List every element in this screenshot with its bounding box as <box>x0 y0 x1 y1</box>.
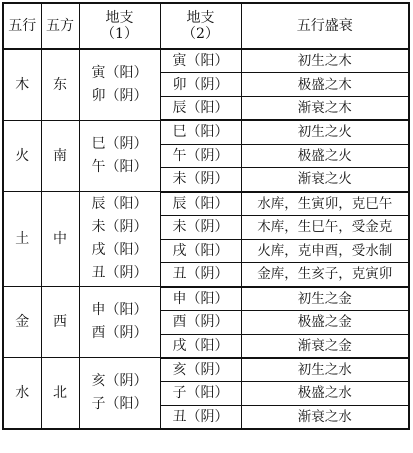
dizhi-1-cell <box>79 120 160 191</box>
dizhi-1-cell <box>79 192 160 287</box>
dizhi-2-cell: 未（阴） <box>160 215 241 239</box>
dizhi-1-item: 卯（阴） <box>91 87 148 104</box>
wuxing-cell: 土 <box>3 192 41 287</box>
shengshuai-cell: 极盛之木 <box>241 73 409 97</box>
header-dizhi-2-line2: （2） <box>182 26 219 42</box>
dizhi-1-item: 午（阳） <box>91 158 148 175</box>
dizhi-1-item: 戌（阳） <box>91 242 148 258</box>
wufang-cell: 南 <box>41 120 79 191</box>
table-row <box>3 358 409 382</box>
dizhi-2-cell: 亥（阴） <box>160 358 241 382</box>
dizhi-2-cell: 辰（阳） <box>160 192 241 216</box>
dizhi-2-cell: 午（阴） <box>160 144 241 168</box>
dizhi-1-item: 丑（阴） <box>91 265 148 281</box>
dizhi-1-list <box>92 299 148 345</box>
header-shengshuai: 五行盛衰 <box>241 3 409 49</box>
shengshuai-cell: 火库，克申酉，受水制 <box>241 239 409 263</box>
dizhi-1-item: 辰（阳） <box>91 196 148 212</box>
dizhi-2-cell: 丑（阴） <box>160 263 241 287</box>
shengshuai-cell: 渐衰之水 <box>241 405 409 429</box>
dizhi-2-cell: 丑（阴） <box>160 405 241 429</box>
dizhi-1-item: 子（阳） <box>91 396 148 413</box>
wuxing-cell: 木 <box>3 49 41 120</box>
dizhi-2-cell: 巳（阳） <box>160 120 241 144</box>
dizhi-2-cell: 子（阳） <box>160 382 241 406</box>
dizhi-1-list <box>92 370 148 416</box>
dizhi-1-list <box>92 62 148 108</box>
header-dizhi-2 <box>160 3 241 49</box>
wufang-cell: 东 <box>41 49 79 120</box>
dizhi-2-cell: 未（阴） <box>160 168 241 192</box>
table-row <box>3 192 409 216</box>
dizhi-1-cell <box>79 287 160 358</box>
dizhi-2-cell: 辰（阳） <box>160 97 241 121</box>
document-page <box>2 2 410 430</box>
shengshuai-cell: 极盛之水 <box>241 382 409 406</box>
shengshuai-cell: 极盛之火 <box>241 144 409 168</box>
dizhi-1-cell <box>79 49 160 120</box>
shengshuai-cell: 渐衰之木 <box>241 97 409 121</box>
wufang-cell: 中 <box>41 192 79 287</box>
dizhi-1-item: 巳（阴） <box>91 135 148 152</box>
dizhi-2-cell: 卯（阴） <box>160 73 241 97</box>
shengshuai-cell: 初生之木 <box>241 49 409 73</box>
shengshuai-cell: 渐衰之金 <box>241 334 409 358</box>
table-header <box>3 3 409 49</box>
dizhi-1-cell <box>79 358 160 429</box>
wuxing-cell: 金 <box>3 287 41 358</box>
dizhi-1-item: 酉（阴） <box>91 325 148 342</box>
dizhi-2-cell: 戌（阳） <box>160 239 241 263</box>
dizhi-1-list <box>92 193 148 285</box>
wuxing-table <box>2 2 410 430</box>
shengshuai-cell: 渐衰之火 <box>241 168 409 192</box>
shengshuai-cell: 木库，生巳午，受金克 <box>241 215 409 239</box>
wuxing-cell: 火 <box>3 120 41 191</box>
dizhi-2-cell: 戌（阳） <box>160 334 241 358</box>
wuxing-cell: 水 <box>3 358 41 429</box>
dizhi-1-item: 亥（阴） <box>91 373 148 390</box>
header-dizhi-1-line1: 地支 <box>105 10 134 26</box>
shengshuai-cell: 极盛之金 <box>241 310 409 334</box>
shengshuai-cell: 初生之火 <box>241 120 409 144</box>
dizhi-2-cell: 寅（阳） <box>160 49 241 73</box>
dizhi-1-item: 未（阴） <box>91 219 148 235</box>
table-row <box>3 49 409 73</box>
header-dizhi-1 <box>79 3 160 49</box>
dizhi-1-list <box>92 133 148 179</box>
dizhi-2-cell: 申（阳） <box>160 287 241 311</box>
wufang-cell: 北 <box>41 358 79 429</box>
shengshuai-cell: 水库，生寅卯，克巳午 <box>241 192 409 216</box>
shengshuai-cell: 初生之水 <box>241 358 409 382</box>
wufang-cell: 西 <box>41 287 79 358</box>
dizhi-1-item: 申（阳） <box>91 302 148 319</box>
header-dizhi-2-line1: 地支 <box>186 10 215 26</box>
table-row <box>3 287 409 311</box>
dizhi-1-item: 寅（阳） <box>91 64 148 81</box>
table-row <box>3 120 409 144</box>
table-body <box>3 49 409 429</box>
header-row <box>3 3 409 49</box>
header-dizhi-1-line2: （1） <box>101 26 138 42</box>
header-wuxing: 五行 <box>3 3 41 49</box>
shengshuai-cell: 金库，生亥子，克寅卯 <box>241 263 409 287</box>
dizhi-2-cell: 酉（阴） <box>160 310 241 334</box>
header-wufang: 五方 <box>41 3 79 49</box>
shengshuai-cell: 初生之金 <box>241 287 409 311</box>
